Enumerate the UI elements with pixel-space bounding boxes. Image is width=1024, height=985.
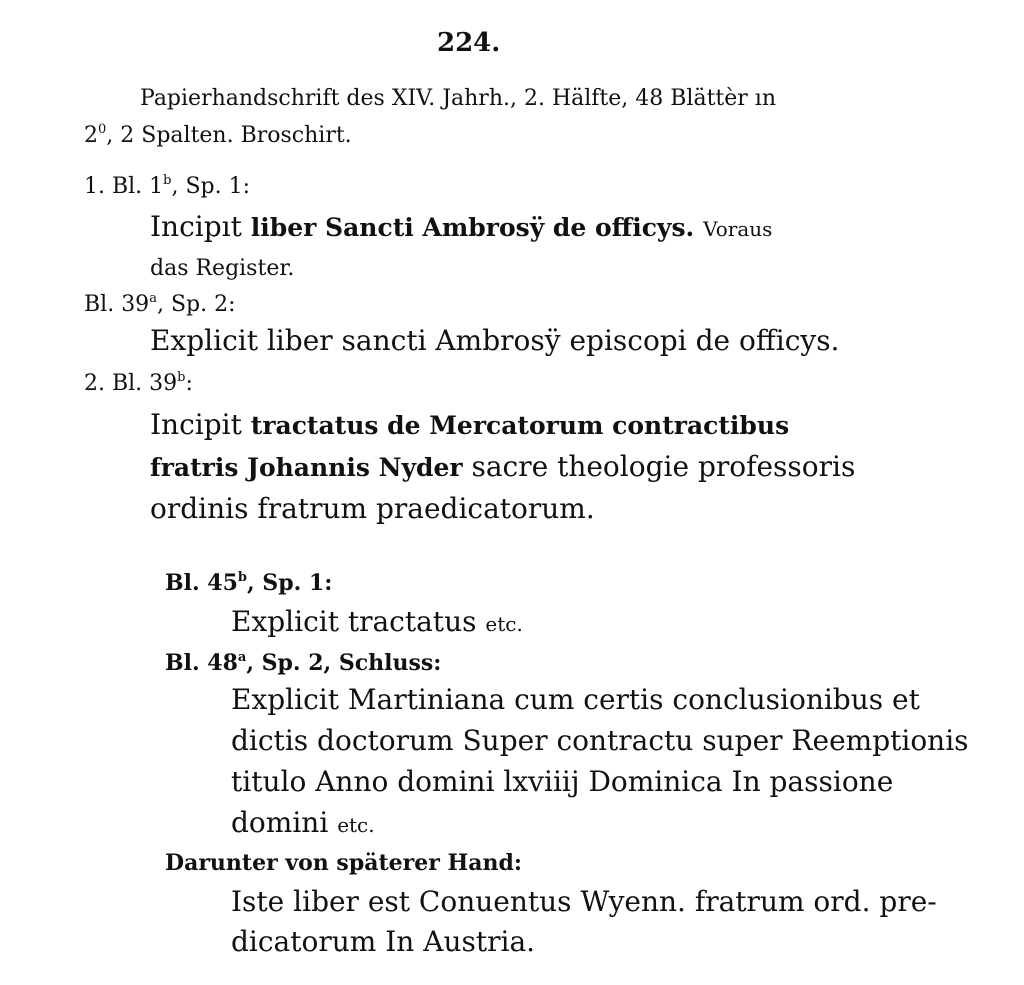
entry1-ref-sup: b (163, 173, 172, 188)
entry4-ref-post: , Sp. 2, Schluss: (246, 650, 442, 676)
entry4-line-3: titulo Anno domini lxviiij Dominica In passione (231, 765, 894, 798)
entry1-incipit-word: Incipıt (150, 210, 242, 243)
entry3-reference (165, 570, 332, 596)
entry1-incipit-tail: Voraus (703, 217, 773, 241)
intro-line-1: Papierhandschrift des XIV. Jahrh., 2. Hälfte, 48 Blättèr ın (140, 86, 777, 111)
entry2-line-1 (150, 408, 789, 441)
entry5-line-2: dicatorum In Austria. (231, 925, 536, 958)
entry4-ref-pre: Bl. 48 (165, 650, 238, 676)
entry1-explicit: Explicit liber sancti Ambrosÿ episcopi de officys. (150, 324, 840, 357)
entry4-domini: domini (231, 806, 329, 839)
entry1-reference (84, 173, 250, 199)
entry3-ref-pre: Bl. 45 (165, 570, 238, 596)
entry3-etc: etc. (485, 612, 523, 636)
intro-format-rest: , 2 Spalten. Broschirt. (106, 123, 352, 148)
page-number: 224. (437, 28, 501, 58)
entry2-incipit-word: Incipit (150, 408, 242, 441)
entry1-end-ref-pre: Bl. 39 (84, 292, 150, 317)
entry1-ref-pre: 1. Bl. 1 (84, 174, 164, 199)
entry5-reference: Darunter von späterer Hand: (165, 850, 522, 876)
entry2-incipit-title: tractatus de Mercatorum contractibus (250, 411, 790, 440)
entry2-reference (84, 370, 193, 396)
entry3-ref-sup: b (237, 570, 247, 585)
entry4-etc: etc. (337, 813, 375, 837)
entry1-end-ref-post: , Sp. 2: (156, 292, 236, 317)
entry5-line-1: Iste liber est Conuentus Wyenn. fratrum ord. pre- (231, 885, 937, 918)
entry4-line-4 (231, 806, 375, 839)
entry3-explicit (231, 605, 523, 638)
entry1-line-2: das Register. (150, 256, 295, 281)
entry4-ref-sup: a (237, 650, 247, 665)
entry2-line-3: ordinis fratrum praedicatorum. (150, 492, 595, 525)
entry2-ref-pre: 2. Bl. 39 (84, 371, 178, 396)
entry1-ref-post: , Sp. 1: (171, 174, 251, 199)
entry2-author: fratris Johannis Nyder (150, 453, 463, 482)
intro-line-2 (84, 122, 352, 148)
entry2-author-tail: sacre theologie professoris (471, 450, 856, 483)
entry4-line-1: Explicit Martiniana cum certis conclusionibus et (231, 683, 920, 716)
entry1-end-reference (84, 291, 236, 317)
entry2-ref-sup: b (177, 370, 186, 385)
intro-format: 2 (84, 123, 98, 148)
entry1-end-ref-sup: a (149, 291, 157, 306)
intro-format-sup: 0 (98, 122, 107, 137)
entry3-ref-post: , Sp. 1: (246, 570, 333, 596)
entry2-ref-post: : (185, 371, 193, 396)
entry3-text: Explicit tractatus (231, 605, 477, 638)
entry2-line-2 (150, 450, 855, 483)
entry4-line-2: dictis doctorum Super contractu super Reemptionis (231, 724, 969, 757)
entry4-reference (165, 650, 441, 676)
entry1-incipit (150, 210, 772, 243)
entry1-incipit-title: liber Sancti Ambrosÿ de officys. (250, 213, 695, 242)
